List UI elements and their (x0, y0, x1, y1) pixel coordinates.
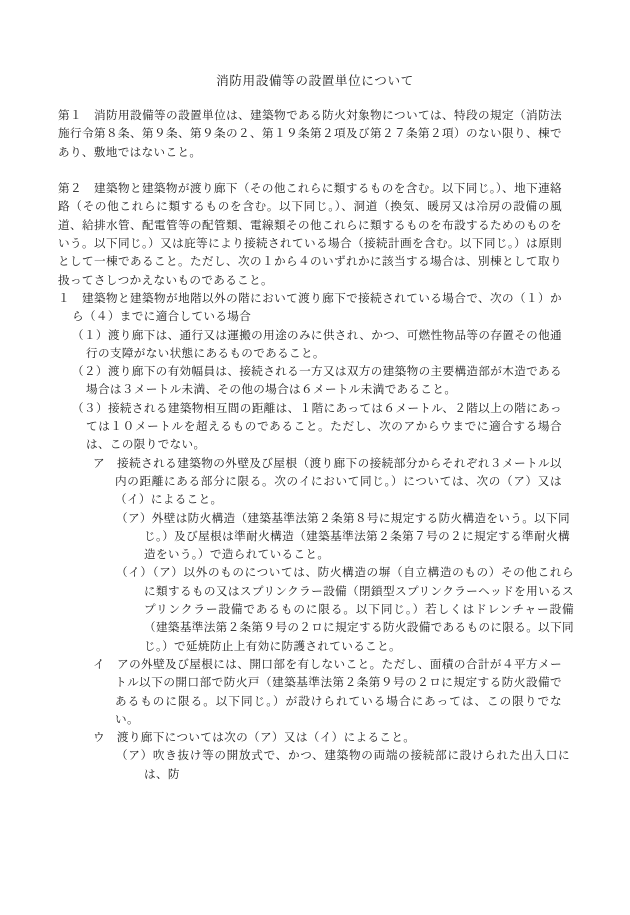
paragraph: １ 建築物と建築物が地階以外の階において渡り廊下で接続されている場合で、次の（１）から（４）までに適合している場合 (58, 290, 562, 324)
paragraph: （ア）外壁は防火構造（建築基準法第２条第８号に規定する防火構造をいう。以下同じ。）及び屋根は準耐火構造（建築基準法第２条第７号の２に規定する準耐火構造をいう。）で造られていること。 (116, 510, 570, 562)
paragraph: ア 接続される建築物の外壁及び屋根（渡り廊下の接続部分からそれぞれ３メートル以内の距離にある部分に限る。次のイにおいて同じ。）については、次の（ア）又は（イ）によること。 (93, 455, 562, 507)
page-title: 消防用設備等の設置単位について (216, 73, 414, 88)
paragraph: イ アの外壁及び屋根には、開口部を有しないこと。ただし、面積の合計が４平方メートル以下の開口部で防火戸（建築基準法第２条第９号の２ロに規定する防火設備であるものに限る。以下同じ。）が設けられている場合にあっては、この限りでない。 (93, 656, 562, 726)
paragraph: （２）渡り廊下の有効幅員は、接続される一方又は双方の建築物の主要構造部が木造である場合は３メートル未満、その他の場合は６メートル未満であること。 (72, 364, 562, 397)
paragraph-spacer (0, 161, 630, 179)
paragraph: 第２ 建築物と建築物が渡り廊下（その他これらに類するものを含む。以下同じ。）、地下連絡路（その他これらに類するものを含む。以下同じ。）、洞道（換気、暖房又は冷房の設備の風道、給排水管、配電管等の配管類、電線類その他これらに類するものを布設するためのものをいう。以下同じ。）又は庇等により接続されている場合（接続計画を含む。以下同じ。）は原則として一棟であること。ただし、次の１から４のいずれかに該当する場合は、別棟として取り扱ってさしつかえないものであること。 (58, 181, 562, 287)
paragraph: （ア）吹き抜け等の開放式で、かつ、建築物の両端の接続部に設けられた出入口には、防 (116, 748, 570, 781)
paragraph: （１）渡り廊下は、通行又は運搬の用途のみに供され、かつ、可燃性物品等の存置その他通行の支障がない状態にあるものであること。 (72, 327, 562, 360)
paragraph: （イ）（ア）以外のものについては、防火構造の塀（自立構造のもの）その他これらに類するもの又はスプリンクラー設備（閉鎖型スプリンクラーヘッドを用いるスプリンクラー設備であるものに限る。以下同じ。）若しくはドレンチャー設備（建築基準法第２条第９号の２ロに規定する防火設備であるものに限る。以下同じ。）で延焼防止上有効に防護されていること。 (116, 565, 574, 653)
paragraph: （３）接続される建築物相互間の距離は、１階にあっては６メートル、２階以上の階にあっては１０メートルを超えるものであること。ただし、次のアからウまでに適合する場合は、この限りでない。 (72, 400, 562, 452)
paragraph: 第１ 消防用設備等の設置単位は、建築物である防火対象物については、特段の規定（消防法施行令第８条、第９条、第９条の２、第１９条第２項及び第２７条第２項）のない限り、棟であり、敷地ではないこと。 (58, 108, 562, 159)
document-body (0, 106, 630, 783)
paragraph: ウ 渡り廊下については次の（ア）又は（イ）によること。 (93, 730, 416, 745)
